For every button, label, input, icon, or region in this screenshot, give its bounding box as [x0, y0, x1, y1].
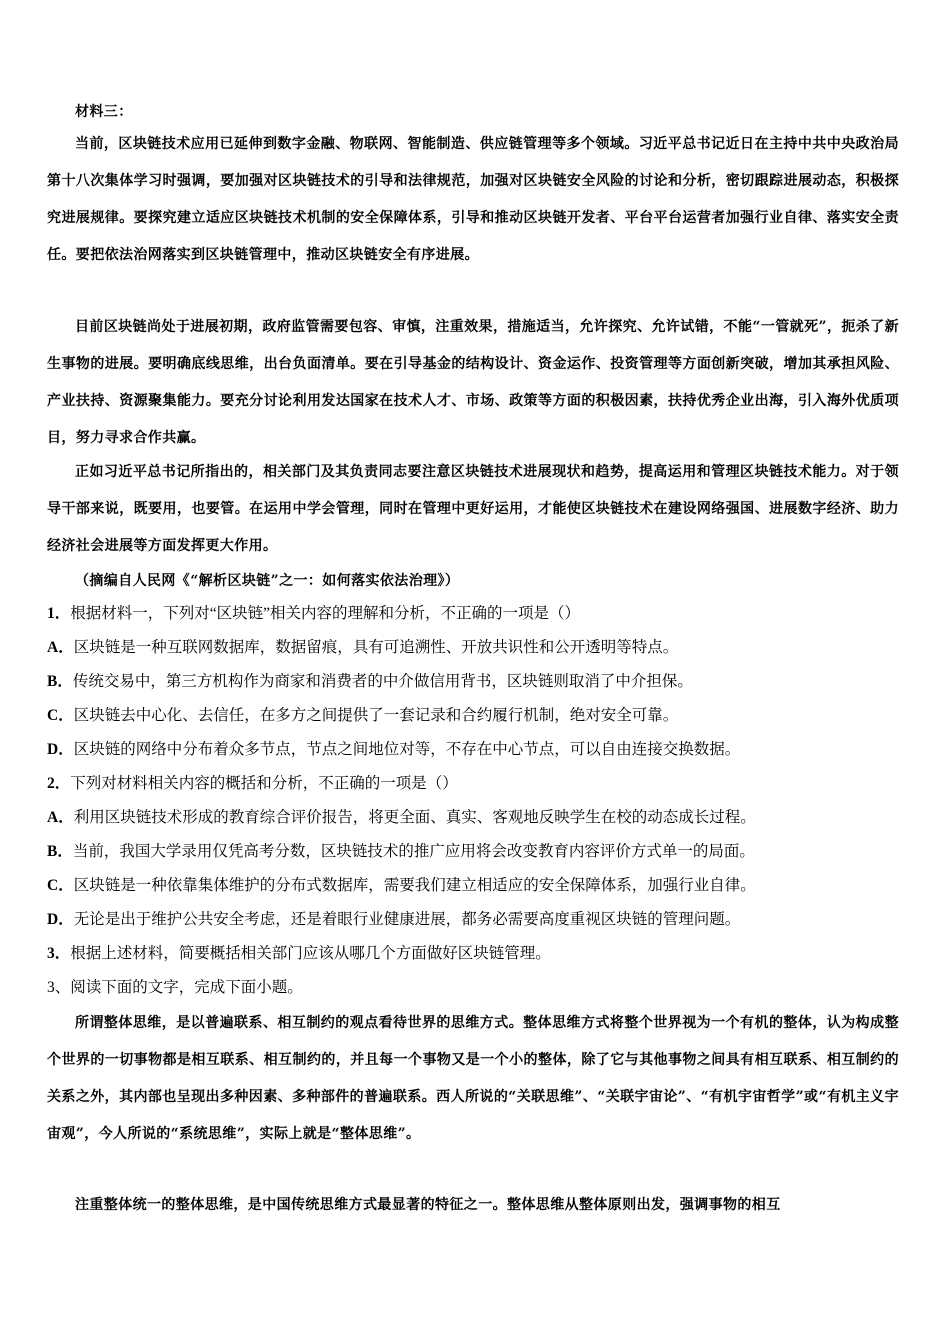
- question-text: 根据材料一，下列对“区块链”相关内容的理解和分析，不正确的一项是（）: [70, 605, 581, 622]
- question-1-stem: [47, 597, 899, 631]
- question-text: 根据上述材料，简要概括相关部门应该从哪几个方面做好区块链管理。: [70, 945, 551, 962]
- question-2-stem: [47, 767, 899, 801]
- option-letter: A．: [47, 639, 74, 656]
- option-letter: C．: [47, 707, 74, 724]
- question-2-option-c: [47, 869, 899, 903]
- question-3-stem: [47, 937, 899, 971]
- section-3-paragraph-2: 注重整体统一的整体思维，是中国传统思维方式最显著的特征之一。整体思维从整体原则出发，强调事物的相互: [75, 1197, 781, 1213]
- material-paragraph-1: 当前，区块链技术应用已延伸到数字金融、物联网、智能制造、供应链管理等多个领域。习近平总书记近日在主持中共中央政治局第十八次集体学习时强调，要加强对区块链技术的引导和法律规范，加强对区块链安全风险的讨论和分析，密切跟踪进展动态，积极探究进展规律。要探究建立适应区块链技术机制的安全保障体系，引导和推动区块链开发者、平台平台运营者加强行业自律、落实安全责任。要把依法治网落实到区块链管理中，推动区块链安全有序进展。: [47, 136, 899, 263]
- question-number: 3．: [47, 945, 71, 962]
- question-2-option-a: [47, 801, 899, 835]
- material-source: （摘编自人民网《“解析区块链”之一：如何落实依法治理》）: [75, 573, 460, 589]
- question-1-option-b: [47, 665, 899, 699]
- option-text: 利用区块链技术形成的教育综合评价报告，将更全面、真实、客观地反映学生在校的动态成长过程。: [73, 809, 756, 826]
- option-text: 区块链去中心化、去信任，在多方之间提供了一套记录和合约履行机制，绝对安全可靠。: [73, 707, 679, 724]
- option-letter: D．: [47, 911, 74, 928]
- option-text: 当前，我国大学录用仅凭高考分数，区块链技术的推广应用将会改变教育内容评价方式单一的局面。: [72, 843, 755, 860]
- material-heading: 材料三：: [75, 104, 133, 120]
- question-1-option-c: [47, 699, 899, 733]
- option-letter: C．: [47, 877, 74, 894]
- material-paragraph-3: 正如习近平总书记所指出的，相关部门及其负责同志要注意区块链技术进展现状和趋势，提高运用和管理区块链技术能力。对于领导干部来说，既要用，也要管。在运用中学会管理，同时在管理中更好运用，才能使区块链技术在建设网络强国、进展数字经济、助力经济社会进展等方面发挥更大作用。: [47, 464, 899, 554]
- section-3-paragraph-1: 所谓整体思维，是以普遍联系、相互制约的观点看待世界的思维方式。整体思维方式将整个世界视为一个有机的整体，认为构成整个世界的一切事物都是相互联系、相互制约的，并且每一个事物又是一个小的整体，除了它与其他事物之间具有相互联系、相互制约的关系之外，其内部也呈现出多种因素、多种部件的普遍联系。西人所说的“关联思维”、“关联宇宙论”、“有机宇宙哲学”或“有机主义宇宙观”，今人所说的“系统思维”，实际上就是“整体思维”。: [47, 1015, 899, 1142]
- question-2-option-d: [47, 903, 899, 937]
- option-letter: B．: [47, 673, 73, 690]
- question-number: 2．: [47, 775, 71, 792]
- question-1-option-a: [47, 631, 899, 665]
- option-text: 区块链是一种依靠集体维护的分布式数据库，需要我们建立相适应的安全保障体系，加强行业自律。: [73, 877, 756, 894]
- question-1-option-d: [47, 733, 899, 767]
- material-paragraph-2: 目前区块链尚处于进展初期，政府监管需要包容、审慎，注重效果，措施适当，允许探究、允许试错，不能“一管就死”，扼杀了新生事物的进展。要明确底线思维，出台负面清单。要在引导基金的结构设计、资金运作、投资管理等方面创新突破，增加其承担风险、产业扶持、资源聚集能力。要充分讨论利用发达国家在技术人才、市场、政策等方面的积极因素，扶持优秀企业出海，引入海外优质项目，努力寻求合作共赢。: [47, 319, 899, 446]
- option-letter: A．: [47, 809, 74, 826]
- option-text: 区块链是一种互联网数据库，数据留痕，具有可追溯性、开放共识性和公开透明等特点。: [73, 639, 679, 656]
- section-3-intro: 3、阅读下面的文字，完成下面小题。: [47, 979, 303, 996]
- option-letter: D．: [47, 741, 74, 758]
- question-text: 下列对材料相关内容的概括和分析，不正确的一项是（）: [70, 775, 458, 792]
- question-number: 1．: [47, 605, 71, 622]
- question-2-option-b: [47, 835, 899, 869]
- option-letter: B．: [47, 843, 73, 860]
- option-text: 传统交易中，第三方机构作为商家和消费者的中介做信用背书，区块链则取消了中介担保。: [72, 673, 693, 690]
- option-text: 无论是出于维护公共安全考虑，还是着眼行业健康进展，都务必需要高度重视区块链的管理问题。: [73, 911, 741, 928]
- option-text: 区块链的网络中分布着众多节点，节点之间地位对等，不存在中心节点，可以自由连接交换数据。: [73, 741, 741, 758]
